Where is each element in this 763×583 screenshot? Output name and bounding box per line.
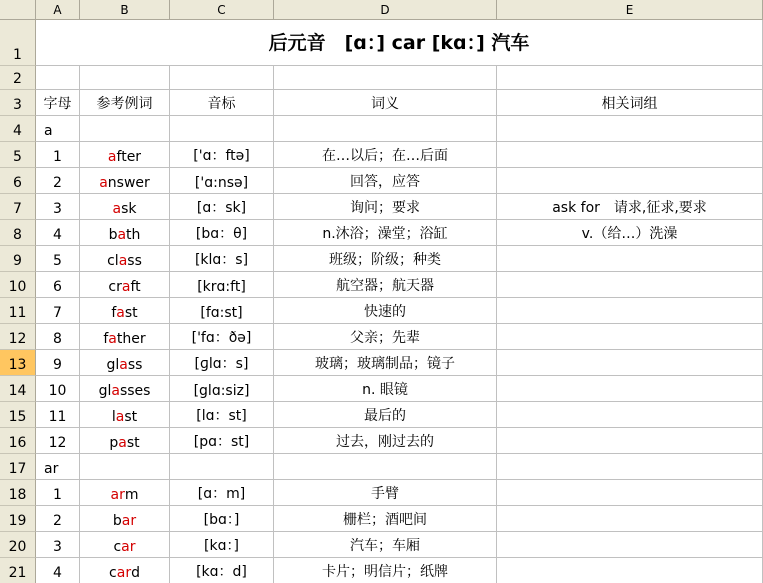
phonetic: [glɑ:siz]	[193, 383, 250, 399]
example-word-prefix: b	[108, 227, 118, 243]
example-word-suffix: st	[124, 305, 138, 321]
cell-e17[interactable]	[497, 454, 763, 480]
select-all-corner[interactable]	[0, 0, 36, 20]
item-number: 9	[53, 357, 62, 373]
row-number: 7	[13, 201, 22, 217]
phonetic: [lɑ：st]	[196, 408, 247, 424]
cell-a21[interactable]	[36, 558, 80, 583]
cell-b18[interactable]	[80, 480, 170, 506]
item-number: 11	[48, 409, 67, 425]
item-number: 3	[53, 201, 62, 217]
phonetic: [ɑ：m]	[197, 486, 246, 502]
row-number: 10	[8, 279, 27, 295]
row-header-1[interactable]	[0, 20, 36, 66]
row-header-19[interactable]	[0, 506, 36, 532]
meaning: 汽车；车厢	[350, 538, 420, 554]
meaning: 最后的	[364, 408, 406, 424]
example-word-prefix: b	[112, 513, 122, 529]
cell-d15[interactable]	[274, 402, 497, 428]
cell-e5[interactable]	[497, 142, 763, 168]
row-header-16[interactable]	[0, 428, 36, 454]
cell-a12[interactable]	[36, 324, 80, 350]
cell-b20[interactable]	[80, 532, 170, 558]
example-word-suffix: sses	[119, 383, 151, 399]
cell-c7[interactable]	[170, 194, 274, 220]
section-label: a	[44, 123, 53, 139]
phonetic: [krɑ:ft]	[197, 279, 246, 295]
row-header-7[interactable]	[0, 194, 36, 220]
example-word-suffix: th	[126, 227, 141, 243]
cell-b7[interactable]	[80, 194, 170, 220]
example-word-prefix: f	[111, 305, 117, 321]
example-word-suffix: ss	[127, 253, 142, 269]
item-number: 3	[53, 539, 62, 555]
cell-a8[interactable]	[36, 220, 80, 246]
phonetic: [bɑ：θ]	[195, 226, 248, 242]
cell-e16[interactable]	[497, 428, 763, 454]
phonetic: [ɑ：sk]	[196, 200, 247, 216]
related-phrase: ask for 请求,征求,要求	[552, 200, 707, 216]
cell-d12[interactable]	[274, 324, 497, 350]
meaning: n. 眼镜	[362, 382, 408, 398]
section-label: ar	[44, 461, 59, 477]
example-word-highlight: ar	[110, 487, 125, 503]
meaning: 航空器；航天器	[336, 278, 434, 294]
cell-c9[interactable]	[170, 246, 274, 272]
cell-a4[interactable]	[36, 116, 80, 142]
example-word-highlight: a	[119, 357, 128, 373]
meaning: 父亲；先辈	[350, 330, 420, 346]
item-number: 6	[53, 279, 62, 295]
example-word-suffix: sk	[121, 201, 137, 217]
column-header-c[interactable]	[170, 0, 274, 20]
row-number: 8	[13, 227, 22, 243]
example-word-suffix: m	[124, 487, 139, 503]
row-number: 9	[13, 253, 22, 269]
example-word-suffix: nswer	[107, 175, 150, 191]
cell-b17[interactable]	[80, 454, 170, 480]
column-header-label: E	[625, 2, 634, 17]
row-header-18[interactable]	[0, 480, 36, 506]
row-number: 6	[13, 175, 22, 191]
cell-c19[interactable]	[170, 506, 274, 532]
example-word-highlight: a	[121, 279, 131, 295]
row-number: 14	[8, 383, 27, 399]
cell-d9[interactable]	[274, 246, 497, 272]
cell-a19[interactable]	[36, 506, 80, 532]
example-word-highlight: a	[118, 435, 127, 451]
phonetic: [klɑ：s]	[194, 252, 249, 268]
example-word-prefix: f	[103, 331, 109, 347]
sheet-title: 后元音 [ɑ：] car [kɑ：] 汽车	[268, 32, 530, 54]
cell-c17[interactable]	[170, 454, 274, 480]
column-header-label: B	[120, 2, 129, 17]
header-c: 音标	[207, 96, 236, 112]
cell-c11[interactable]	[170, 298, 274, 324]
phonetic: [fɑ:st]	[200, 305, 243, 321]
cell-d16[interactable]	[274, 428, 497, 454]
row-number: 5	[13, 149, 22, 165]
header-e: 相关词组	[601, 96, 658, 112]
cell-a16[interactable]	[36, 428, 80, 454]
cell-b13[interactable]	[80, 350, 170, 376]
phonetic: [bɑ：]	[203, 512, 240, 528]
cell-b3[interactable]	[80, 90, 170, 116]
example-word-highlight: a	[116, 305, 125, 321]
row-number: 12	[8, 331, 27, 347]
cell-d18[interactable]	[274, 480, 497, 506]
cell-d14[interactable]	[274, 376, 497, 402]
example-word-suffix: ther	[116, 331, 146, 347]
cell-a10[interactable]	[36, 272, 80, 298]
header-a: 字母	[43, 96, 72, 112]
row-number: 13	[8, 357, 27, 373]
example-word-prefix: cr	[108, 279, 122, 295]
example-word-highlight: ar	[116, 565, 132, 581]
example-word-highlight: a	[107, 149, 117, 165]
cell-b11[interactable]	[80, 298, 170, 324]
cell-c15[interactable]	[170, 402, 274, 428]
cell-b12[interactable]	[80, 324, 170, 350]
row-number: 15	[8, 409, 27, 425]
example-word-highlight: a	[118, 253, 128, 269]
title-cell[interactable]	[36, 20, 763, 66]
cell-d10[interactable]	[274, 272, 497, 298]
cell-c6[interactable]	[170, 168, 274, 194]
cell-b19[interactable]	[80, 506, 170, 532]
item-number: 1	[53, 487, 62, 503]
cell-d11[interactable]	[274, 298, 497, 324]
row-number: 4	[13, 123, 22, 139]
meaning: 栅栏；酒吧间	[343, 512, 427, 528]
example-word-prefix: cl	[107, 253, 119, 269]
example-word-highlight: ar	[121, 513, 137, 529]
row-header-5[interactable]	[0, 142, 36, 168]
cell-e19[interactable]	[497, 506, 763, 532]
item-number: 12	[48, 435, 67, 451]
example-word-suffix: fter	[116, 149, 142, 165]
cell-c4[interactable]	[170, 116, 274, 142]
item-number: 8	[53, 331, 62, 347]
row-header-15[interactable]	[0, 402, 36, 428]
cell-e12[interactable]	[497, 324, 763, 350]
meaning: 询问；要求	[350, 200, 420, 216]
cell-c18[interactable]	[170, 480, 274, 506]
row-header-12[interactable]	[0, 324, 36, 350]
row-header-9[interactable]	[0, 246, 36, 272]
cell-e13[interactable]	[497, 350, 763, 376]
cell-a9[interactable]	[36, 246, 80, 272]
cell-e9[interactable]	[497, 246, 763, 272]
item-number: 5	[53, 253, 62, 269]
cell-a20[interactable]	[36, 532, 80, 558]
example-word-prefix: c	[113, 539, 122, 555]
item-number: 4	[53, 565, 62, 581]
meaning: 快速的	[364, 304, 406, 320]
row-number: 2	[13, 71, 22, 87]
cell-a2[interactable]	[36, 66, 80, 90]
row-number: 16	[8, 435, 27, 451]
cell-a17[interactable]	[36, 454, 80, 480]
cell-b10[interactable]	[80, 272, 170, 298]
cell-b5[interactable]	[80, 142, 170, 168]
item-number: 2	[53, 513, 62, 529]
row-header-13[interactable]	[0, 350, 36, 376]
cell-b9[interactable]	[80, 246, 170, 272]
cell-c21[interactable]	[170, 558, 274, 583]
cell-b4[interactable]	[80, 116, 170, 142]
cell-a18[interactable]	[36, 480, 80, 506]
row-number: 20	[8, 539, 27, 555]
item-number: 10	[48, 383, 67, 399]
cell-c3[interactable]	[170, 90, 274, 116]
cell-c20[interactable]	[170, 532, 274, 558]
cell-b14[interactable]	[80, 376, 170, 402]
cell-d17[interactable]	[274, 454, 497, 480]
phonetic: ['ɑ:nsə]	[194, 175, 249, 191]
meaning: 玻璃；玻璃制品；镜子	[315, 356, 455, 372]
cell-c13[interactable]	[170, 350, 274, 376]
item-number: 4	[53, 227, 62, 243]
meaning: 班级；阶级；种类	[329, 252, 441, 268]
example-word-suffix: ft	[130, 279, 141, 295]
example-word-prefix: c	[109, 565, 117, 581]
cell-b21[interactable]	[80, 558, 170, 583]
meaning: 过去，刚过去的	[336, 434, 434, 450]
cell-c12[interactable]	[170, 324, 274, 350]
meaning: 在…以后；在…后面	[322, 148, 448, 164]
cell-c5[interactable]	[170, 142, 274, 168]
cell-a11[interactable]	[36, 298, 80, 324]
item-number: 2	[53, 175, 62, 191]
cell-a3[interactable]	[36, 90, 80, 116]
cell-b16[interactable]	[80, 428, 170, 454]
cell-a5[interactable]	[36, 142, 80, 168]
example-word-suffix: ss	[127, 357, 143, 373]
cell-d20[interactable]	[274, 532, 497, 558]
row-header-11[interactable]	[0, 298, 36, 324]
row-number: 18	[8, 487, 27, 503]
cell-c14[interactable]	[170, 376, 274, 402]
column-header-a[interactable]	[36, 0, 80, 20]
cell-e15[interactable]	[497, 402, 763, 428]
row-header-20[interactable]	[0, 532, 36, 558]
example-word-prefix: gl	[98, 383, 112, 399]
example-word-prefix: gl	[106, 357, 120, 373]
column-header-label: D	[380, 2, 390, 17]
cell-e21[interactable]	[497, 558, 763, 583]
cell-e7[interactable]	[497, 194, 763, 220]
example-word-highlight: a	[99, 175, 108, 191]
example-word-prefix: l	[111, 409, 116, 425]
cell-a15[interactable]	[36, 402, 80, 428]
example-word-suffix: st	[124, 409, 138, 425]
cell-b8[interactable]	[80, 220, 170, 246]
row-header-3[interactable]	[0, 90, 36, 116]
cell-c8[interactable]	[170, 220, 274, 246]
cell-d6[interactable]	[274, 168, 497, 194]
header-b: 参考例词	[96, 96, 153, 112]
related-phrase: v.（给…）洗澡	[581, 226, 678, 242]
row-header-14[interactable]	[0, 376, 36, 402]
meaning: n.沐浴；澡堂；浴缸	[322, 226, 448, 242]
item-number: 7	[53, 305, 62, 321]
row-number: 11	[8, 305, 27, 321]
cell-a13[interactable]	[36, 350, 80, 376]
phonetic: ['fɑ：ðə]	[191, 330, 252, 346]
row-header-21[interactable]	[0, 558, 36, 583]
header-d: 词义	[371, 96, 399, 112]
row-header-2[interactable]	[0, 66, 36, 90]
example-word-highlight: a	[111, 383, 120, 399]
cell-e2[interactable]	[497, 66, 763, 90]
cell-d13[interactable]	[274, 350, 497, 376]
phonetic: ['ɑ：ftə]	[193, 148, 250, 164]
row-header-6[interactable]	[0, 168, 36, 194]
row-header-8[interactable]	[0, 220, 36, 246]
cell-b6[interactable]	[80, 168, 170, 194]
cell-e10[interactable]	[497, 272, 763, 298]
cell-e4[interactable]	[497, 116, 763, 142]
row-number: 21	[8, 565, 27, 581]
cell-d19[interactable]	[274, 506, 497, 532]
row-number: 17	[8, 461, 27, 477]
phonetic: [pɑ：st]	[193, 434, 250, 450]
column-header-label: C	[217, 2, 226, 17]
column-header-d[interactable]	[274, 0, 497, 20]
cell-c10[interactable]	[170, 272, 274, 298]
row-number: 1	[13, 47, 22, 63]
example-word-highlight: ar	[121, 539, 136, 555]
cell-e6[interactable]	[497, 168, 763, 194]
cell-d5[interactable]	[274, 142, 497, 168]
cell-a7[interactable]	[36, 194, 80, 220]
example-word-prefix: p	[109, 435, 119, 451]
column-header-b[interactable]	[80, 0, 170, 20]
meaning: 卡片；明信片；纸牌	[322, 564, 448, 580]
cell-e18[interactable]	[497, 480, 763, 506]
cell-b15[interactable]	[80, 402, 170, 428]
cell-a14[interactable]	[36, 376, 80, 402]
cell-e14[interactable]	[497, 376, 763, 402]
item-number: 1	[53, 149, 62, 165]
example-word-highlight: a	[112, 201, 122, 217]
cell-c16[interactable]	[170, 428, 274, 454]
cell-c2[interactable]	[170, 66, 274, 90]
cell-d7[interactable]	[274, 194, 497, 220]
row-number: 3	[13, 97, 22, 113]
row-number: 19	[8, 513, 27, 529]
row-header-10[interactable]	[0, 272, 36, 298]
row-header-17[interactable]	[0, 454, 36, 480]
row-header-4[interactable]	[0, 116, 36, 142]
cell-d2[interactable]	[274, 66, 497, 90]
cell-d21[interactable]	[274, 558, 497, 583]
cell-e11[interactable]	[497, 298, 763, 324]
cell-e20[interactable]	[497, 532, 763, 558]
phonetic: [kɑ：d]	[196, 564, 247, 580]
column-header-label: A	[53, 2, 62, 17]
cell-d4[interactable]	[274, 116, 497, 142]
cell-e3[interactable]	[497, 90, 763, 116]
example-word-highlight: a	[115, 409, 125, 425]
example-word-highlight: a	[117, 227, 127, 243]
example-word-highlight: a	[108, 331, 117, 347]
cell-d3[interactable]	[274, 90, 497, 116]
example-word-suffix: d	[131, 565, 140, 581]
meaning: 手臂	[371, 486, 399, 502]
cell-a6[interactable]	[36, 168, 80, 194]
cell-b2[interactable]	[80, 66, 170, 90]
meaning: 回答，应答	[350, 174, 420, 190]
column-header-e[interactable]	[497, 0, 763, 20]
example-word-suffix: st	[126, 435, 140, 451]
cell-d8[interactable]	[274, 220, 497, 246]
cell-e8[interactable]	[497, 220, 763, 246]
phonetic: [kɑ：]	[204, 538, 239, 554]
phonetic: [ɡlɑ：s]	[194, 356, 249, 372]
